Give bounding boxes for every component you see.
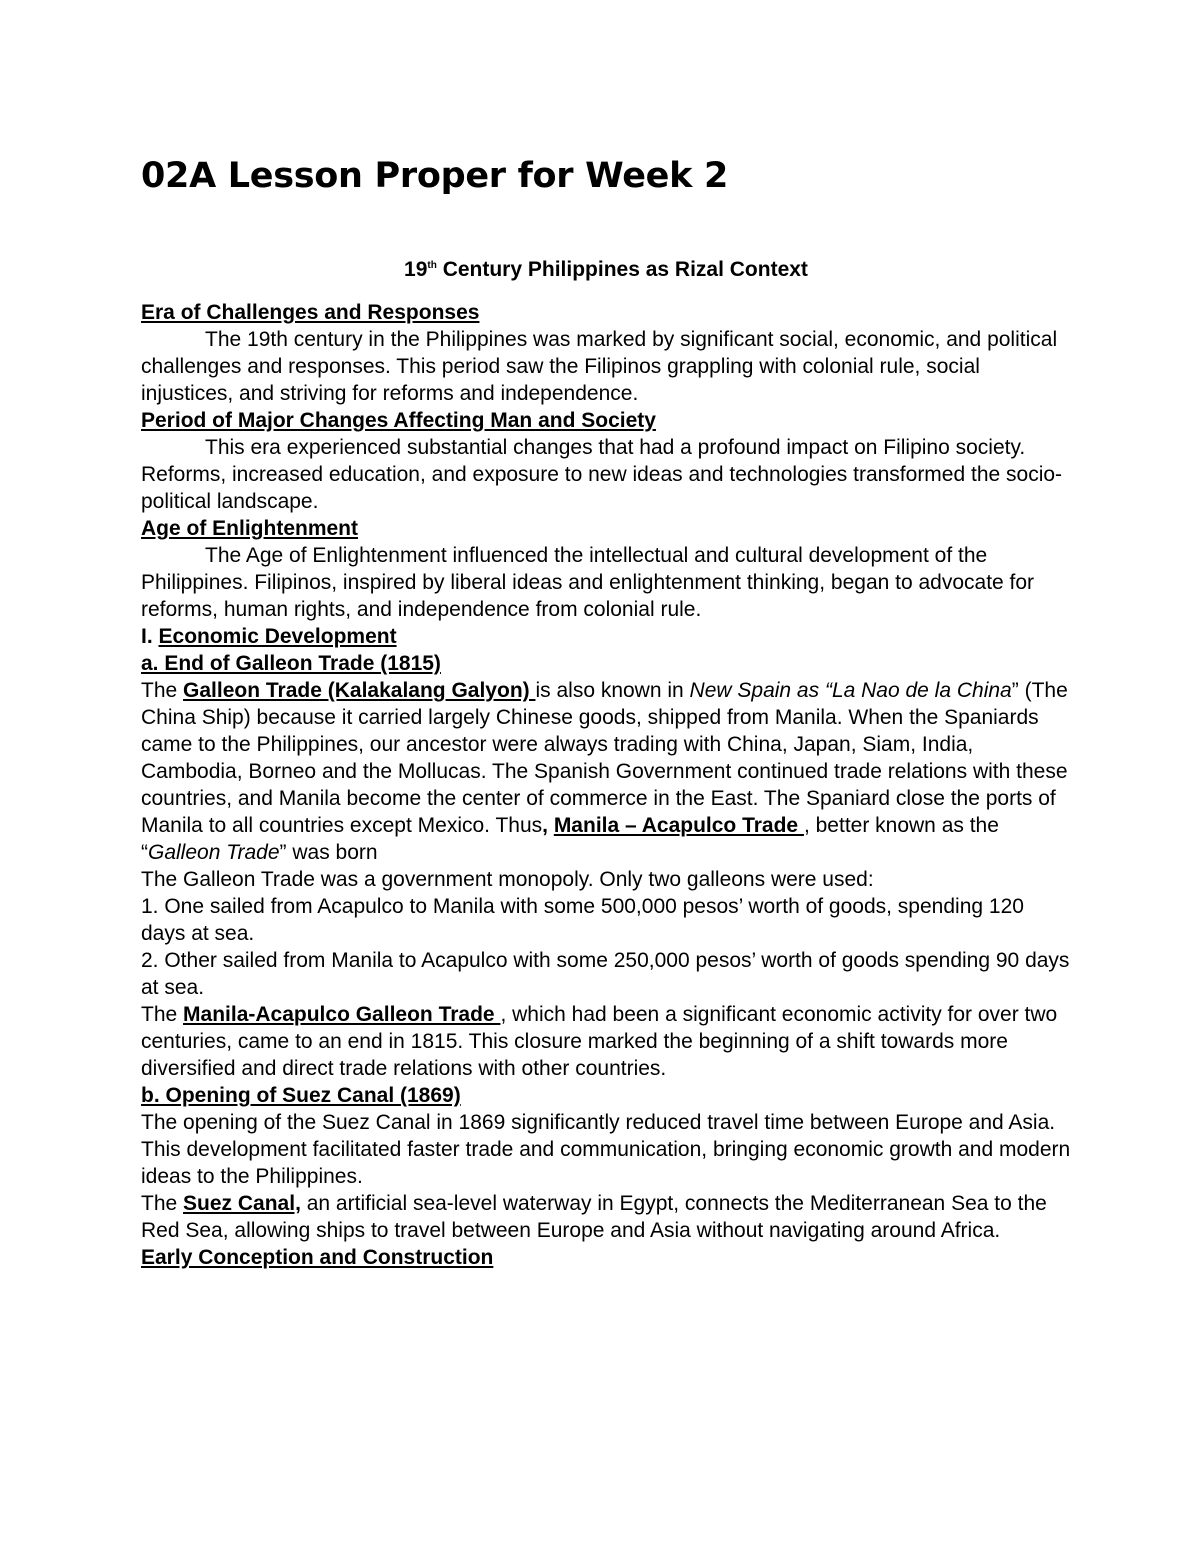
text-run: The xyxy=(141,1003,184,1026)
term-suez-canal: Suez Canal, xyxy=(183,1192,301,1215)
section-text-period: This era experienced substantial changes that had a profound impact on Filipino society. Reforms, increased education, and exposure to new ideas and technologies transformed the socio-political landscape. xyxy=(141,436,1063,513)
text-run: is also known in xyxy=(535,679,690,702)
section-heading-era: Era of Challenges and Responses xyxy=(141,301,480,324)
text-run: ” (The China Ship) because it carried largely Chinese goods, shipped from Manila. When the Spaniards came to the Philippines, our ancestor were always trading with China, Japan, Siam, India, Cambodia, Borneo and the Mollucas. The Spanish Government continued trade relations with these countries, and Manila become the center of commerce in the East. The Spaniard close the ports of Manila to all countries except Mexico. Thus xyxy=(141,679,1068,837)
document-page xyxy=(141,148,1071,1271)
term-manila-acapulco-galleon: Manila-Acapulco Galleon Trade xyxy=(183,1003,501,1026)
section-heading-galleon: a. End of Galleon Trade (1815) xyxy=(141,652,441,675)
section-heading-age: Age of Enlightenment xyxy=(141,517,358,540)
term-galleon-trade: Galleon Trade (Kalakalang Galyon) xyxy=(183,679,536,702)
term-manila-acapulco: Manila – Acapulco Trade xyxy=(553,814,804,837)
text-run: The xyxy=(141,1192,184,1215)
suez-paragraph-1: The opening of the Suez Canal in 1869 significantly reduced travel time between Europe and Asia. This development facilitated faster trade and communication, bringing economic growth and modern ideas to the Philippines. xyxy=(141,1111,1071,1188)
section-text-age: The Age of Enlightenment influenced the intellectual and cultural development of the Philippines. Filipinos, inspired by liberal ideas and enlightenment thinking, began to advocate for reforms, human rights, and independence from colonial rule. xyxy=(141,544,1035,621)
galleon-paragraph-5 xyxy=(141,1001,1071,1082)
text-run: ” was born xyxy=(279,841,378,864)
italic-run: Galleon Trade xyxy=(148,841,280,864)
subtitle-superscript: th xyxy=(427,260,437,271)
section-text-era: The 19th century in the Philippines was marked by significant social, economic, and political challenges and responses. This period saw the Filipinos grappling with colonial rule, social injustices, and striving for reforms and independence. xyxy=(141,328,1058,405)
subtitle-prefix: 19 xyxy=(404,258,428,281)
section-heading-period: Period of Major Changes Affecting Man and Society xyxy=(141,409,656,432)
document-title: 02A Lesson Proper for Week 2 xyxy=(141,156,728,196)
galleon-paragraph-1 xyxy=(141,677,1071,866)
section-heading-early: Early Conception and Construction xyxy=(141,1246,494,1269)
subtitle-rest: Century Philippines as Rizal Context xyxy=(436,258,808,281)
document-body xyxy=(141,299,1071,1271)
galleon-list-item-1: 1. One sailed from Acapulco to Manila with some 500,000 pesos’ worth of goods, spending 120 days at sea. xyxy=(141,895,1024,945)
galleon-list-item-2: 2. Other sailed from Manila to Acapulco with some 250,000 pesos’ worth of goods spending 90 days at sea. xyxy=(141,949,1070,999)
text-run: , which had been a significant economic activity for over two centuries, came to an end in 1815. This closure marked the beginning of a shift towards more diversified and direct trade relations with other countries. xyxy=(141,1003,1058,1080)
italic-run: New Spain as “La Nao de la China xyxy=(689,679,1012,702)
text-run: , better known as the “ xyxy=(141,814,999,864)
section-heading-suez: b. Opening of Suez Canal (1869) xyxy=(141,1084,461,1107)
text-run: The xyxy=(141,679,184,702)
suez-paragraph-2 xyxy=(141,1190,1071,1244)
text-run: an artificial sea-level waterway in Egypt, connects the Mediterranean Sea to the Red Sea, allowing ships to travel between Europe and Asia without navigating around Africa. xyxy=(141,1192,1047,1242)
text-run: , xyxy=(542,814,554,837)
section-heading-economic xyxy=(141,623,1071,650)
document-subtitle xyxy=(141,256,1071,283)
economic-prefix: I. xyxy=(141,625,159,648)
galleon-paragraph-2: The Galleon Trade was a government monopoly. Only two galleons were used: xyxy=(141,868,874,891)
economic-heading: Economic Development xyxy=(158,625,397,648)
